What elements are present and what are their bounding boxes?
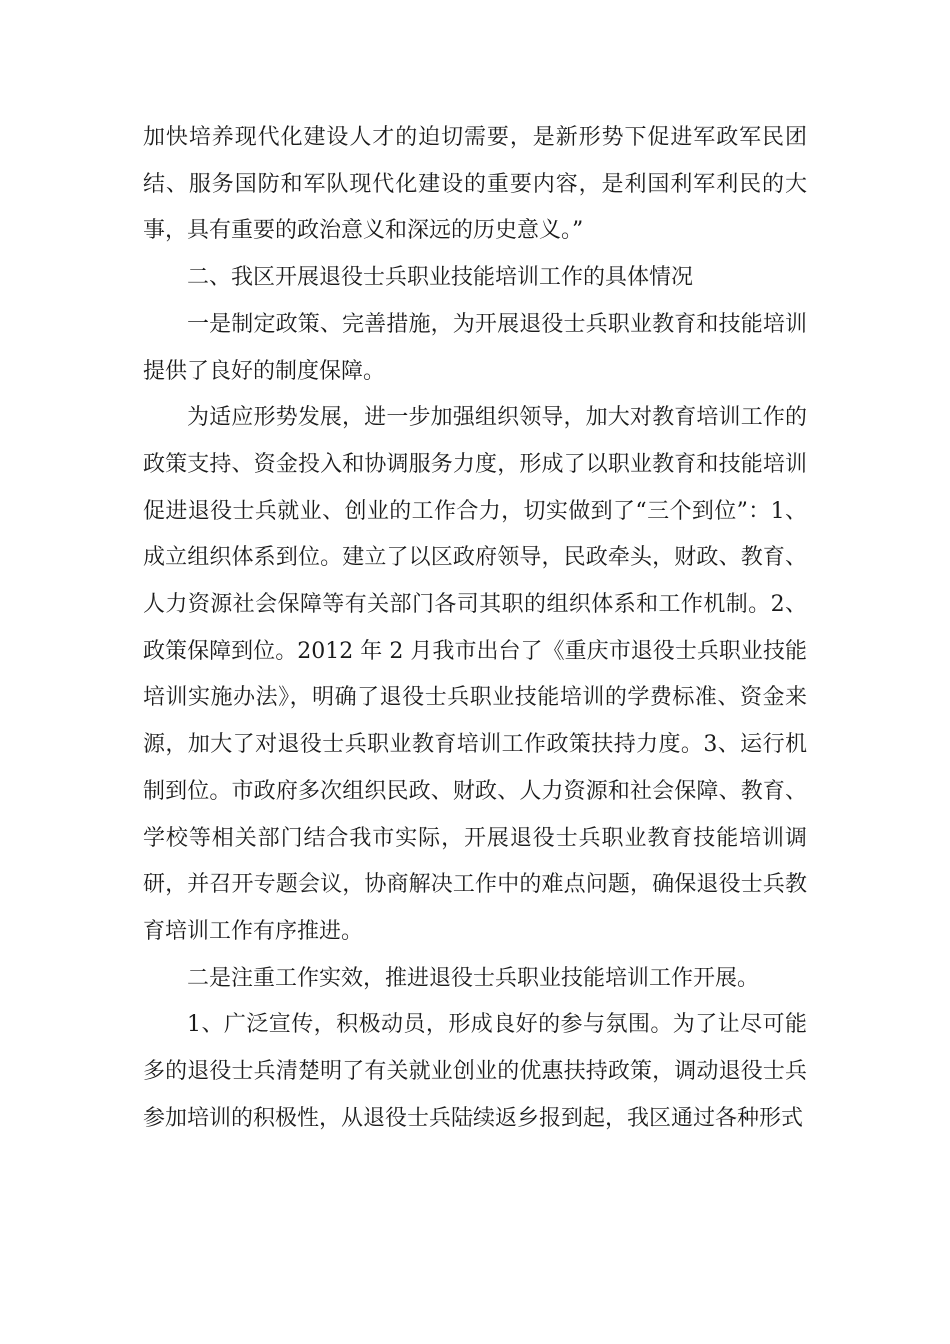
paragraph-three-in-place: 为适应形势发展，进一步加强组织领导，加大对教育培训工作的政策支持、资金投入和协调服务力度，形成了以职业教育和技能培训促进退役士兵就业、创业的工作合力，切实做到了“三个到位”：1、成立组织体系到位。建立了以区政府领导，民政牵头，财政、教育、人力资源社会保障等有关部门各司其职的组织体系和工作机制。2、政策保障到位。2012 年 2 月我市出台了《重庆市退役士兵职业技能培训实施办法》，明确了退役士兵职业技能培训的学费标准、资金来源，加大了对退役士兵职业教育培训工作政策扶持力度。3、运行机制到位。市政府多次组织民政、财政、人力资源和社会保障、教育、学校等相关部门结合我市实际，开展退役士兵职业教育技能培训调研，并召开专题会议，协商解决工作中的难点问题，确保退役士兵教育培训工作有序推进。 — [143, 405, 807, 944]
paragraph-continuation: 加快培养现代化建设人才的迫切需要，是新形势下促进军政军民团结、服务国防和军队现代化建设的重要内容，是利国利军利民的大事，具有重要的政治意义和深远的历史意义。” — [143, 125, 807, 244]
section-heading: 二、我区开展退役士兵职业技能培训工作的具体情况 — [187, 265, 694, 291]
paragraph-publicity: 1、广泛宣传，积极动员，形成良好的参与氛围。为了让尽可能多的退役士兵清楚明了有关就业创业的优惠扶持政策，调动退役士兵参加培训的积极性，从退役士兵陆续返乡报到起，我区通过各种形式 — [143, 1012, 807, 1131]
document-body — [143, 115, 807, 1142]
subheading-policy: 一是制定政策、完善措施，为开展退役士兵职业教育和技能培训提供了良好的制度保障。 — [143, 311, 807, 384]
subheading-effectiveness: 二是注重工作实效，推进退役士兵职业技能培训工作开展。 — [187, 965, 760, 991]
